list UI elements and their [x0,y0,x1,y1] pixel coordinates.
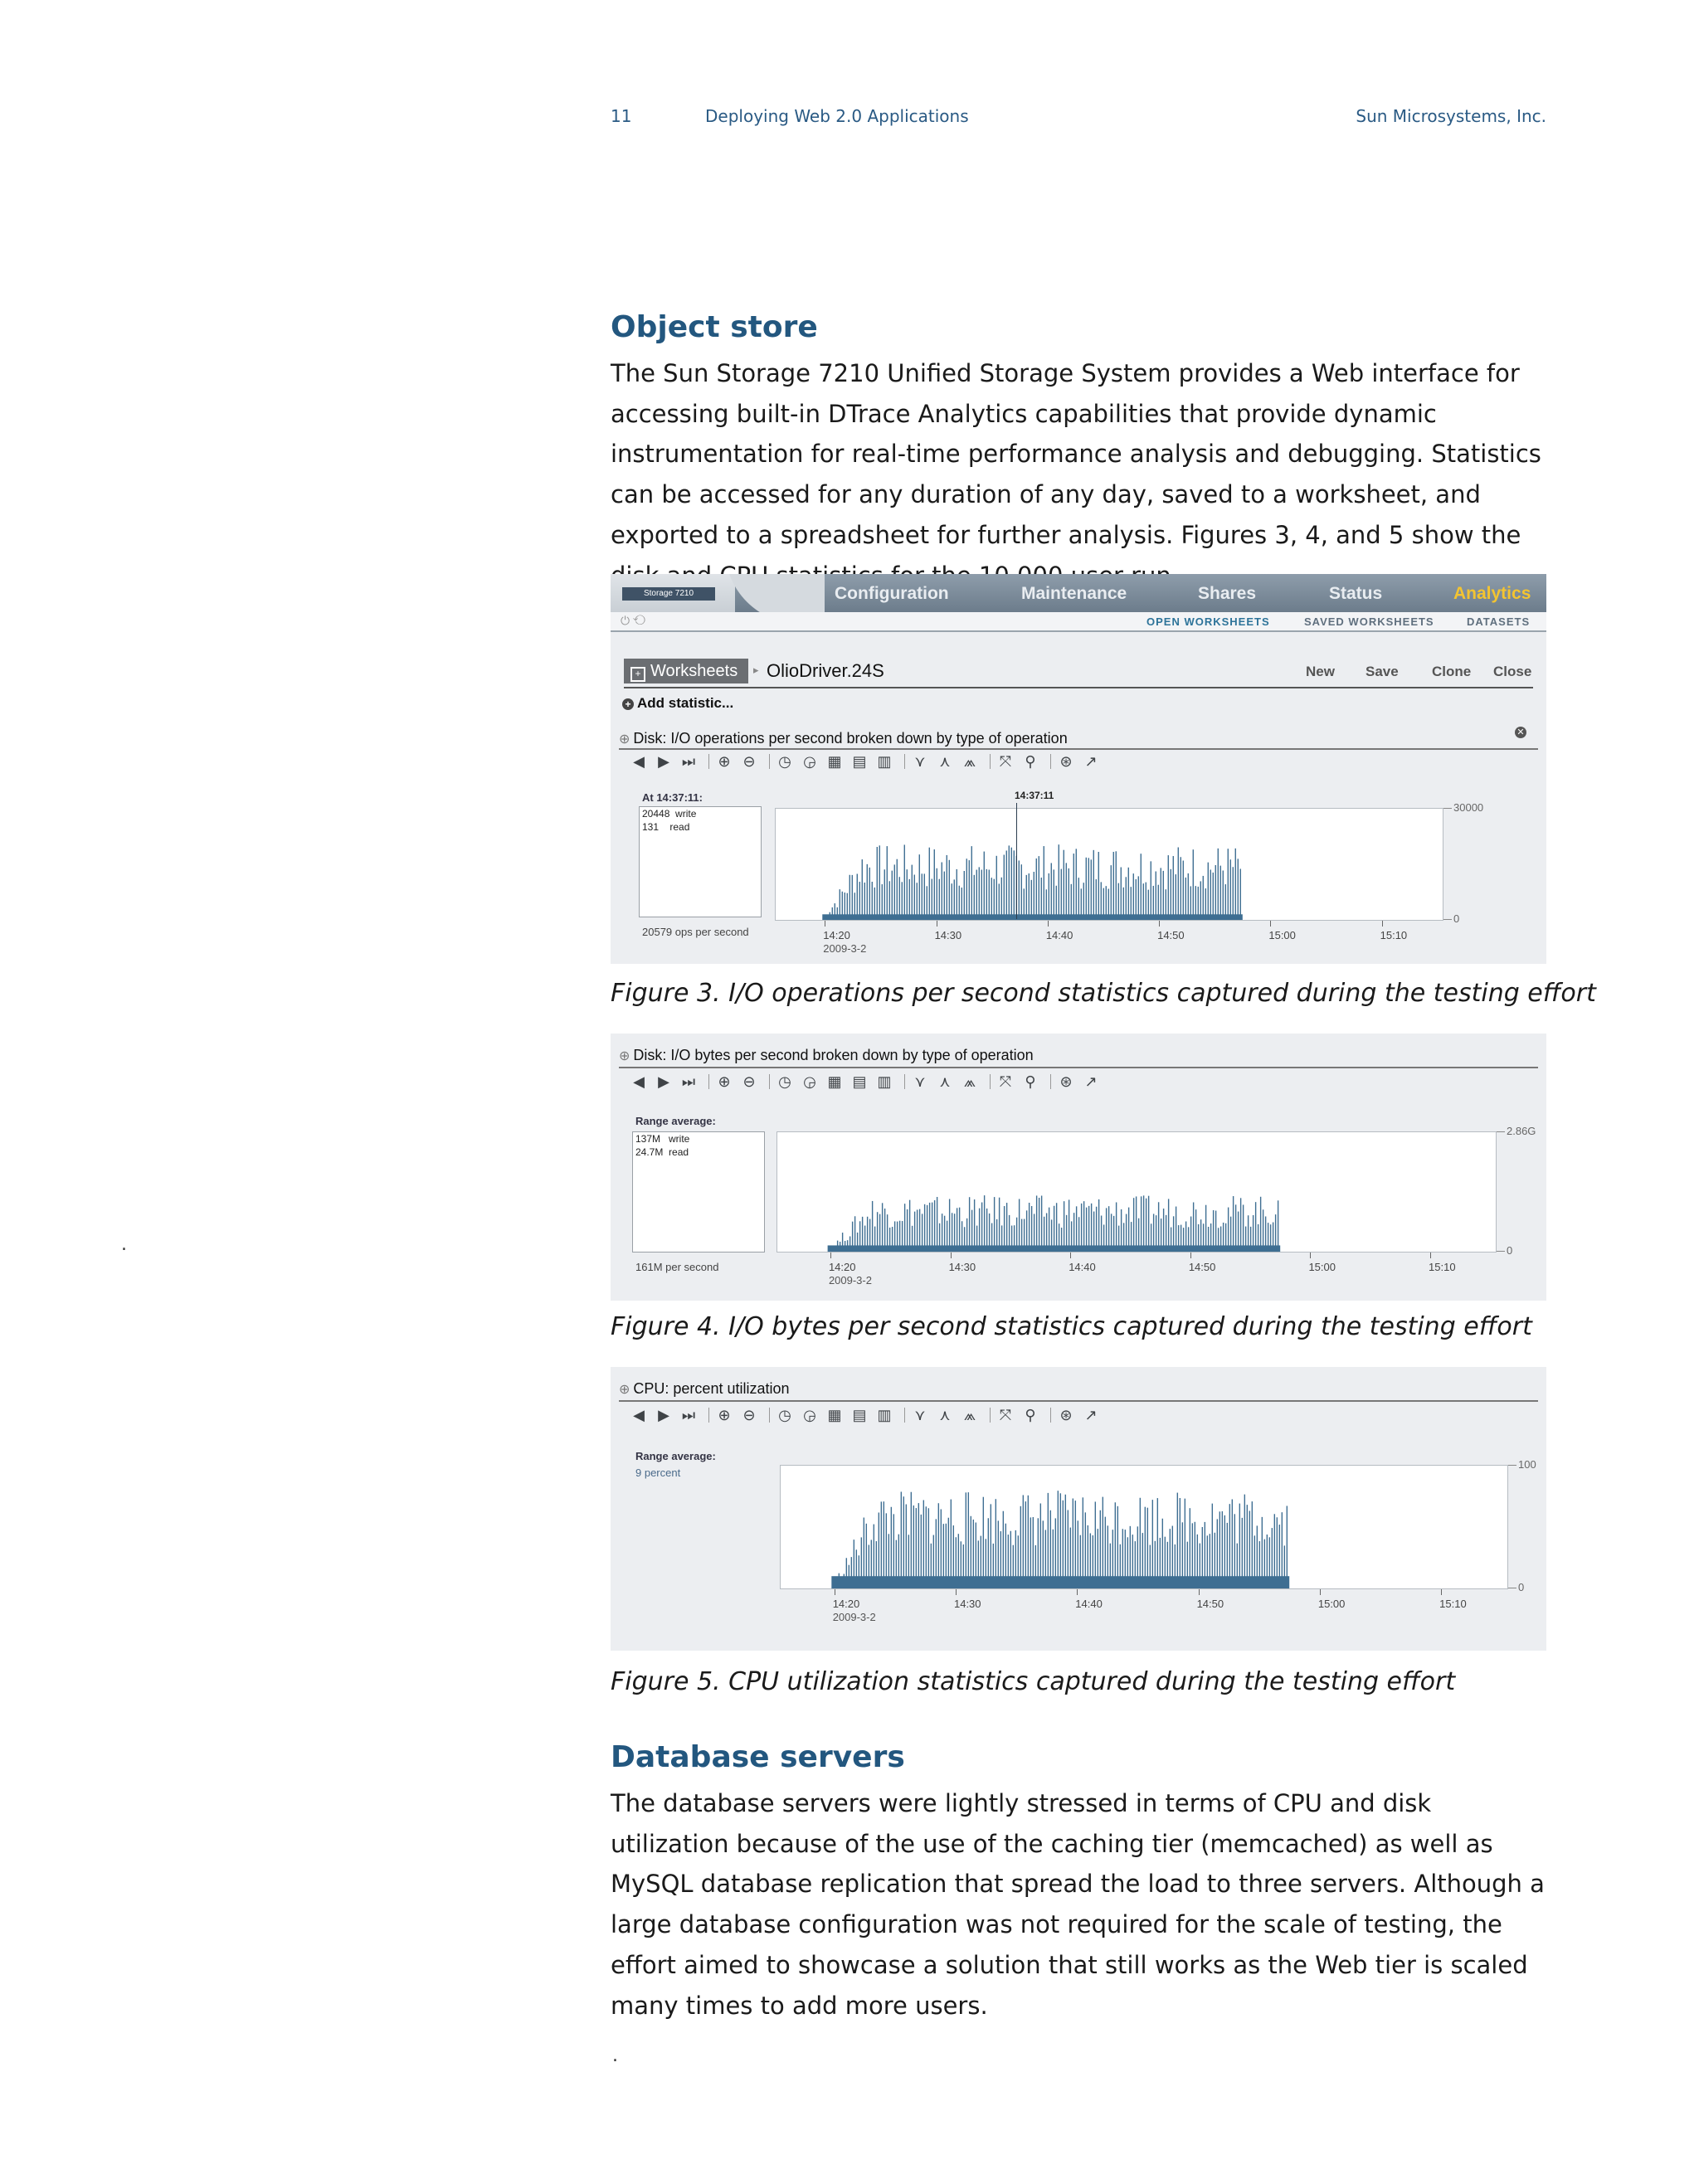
y-tick [1443,808,1452,809]
statistic-title [619,1380,790,1398]
statistic-title-text: Disk: I/O bytes per second broken down by type of operation [633,1047,1034,1063]
x-tick [1070,1253,1071,1258]
back-icon[interactable]: ◀ [633,1407,645,1423]
x-tick [1159,921,1160,927]
legend-item-write[interactable]: 20448 write [642,808,697,820]
y-tick [1443,919,1452,920]
section-heading-database-servers: Database servers [611,1740,905,1774]
legend-box [639,806,762,917]
calendar-month-icon[interactable]: ▥ [877,753,892,770]
x-tick [1310,1253,1311,1258]
document-title: Deploying Web 2.0 Applications [705,106,969,126]
chart-svg [781,1466,1507,1588]
statistic-toolbar [629,1407,1106,1428]
x-tick [1048,921,1049,927]
storage-badge: Storage 7210 [622,587,715,601]
chart-svg [776,809,1443,920]
statistic-divider [619,1400,1538,1402]
calendar-day-icon[interactable]: ▦ [827,753,842,770]
forward-icon[interactable]: ▶ [658,1407,669,1423]
show-min-icon[interactable]: ⋎ [914,1407,926,1423]
x-tick-label: 14:50 [1157,929,1185,941]
x-date-label: 2009-3-2 [828,1274,872,1287]
save-button[interactable]: Save [1366,664,1399,679]
toolbar-separator [990,1408,991,1423]
statistic-title-text: CPU: percent utilization [633,1380,790,1397]
clock-back-icon[interactable]: ◷ [778,1073,791,1090]
analytics-screenshot-fig5 [611,1367,1546,1651]
calendar-week-icon[interactable]: ▤ [852,1407,867,1423]
plot-area[interactable] [775,808,1443,921]
toolbar-separator [904,754,905,769]
legend-item-write[interactable]: 137M write [635,1133,690,1145]
statistic-toolbar [629,1073,1106,1095]
expander-icon[interactable]: ⊕ [619,1049,630,1063]
y-tick [1497,1131,1505,1132]
y-tick [1497,1251,1505,1252]
show-max-icon[interactable]: ⋏ [939,1073,951,1090]
clock-back-icon[interactable]: ◷ [778,753,791,770]
clock-forward-icon[interactable]: ◶ [803,753,816,770]
x-tick-label: 14:20 [823,929,850,941]
zoom-in-icon[interactable]: ⊕ [718,753,731,770]
x-tick-label: 15:10 [1429,1261,1456,1273]
time-cursor[interactable] [1016,803,1017,919]
show-max-icon[interactable]: ⋏ [939,753,951,770]
x-tick-label: 14:40 [1045,929,1073,941]
x-tick-label: 14:50 [1196,1598,1224,1610]
statistic-toolbar [629,753,1106,775]
x-tick-label: 14:30 [934,929,962,941]
calendar-week-icon[interactable]: ▤ [852,753,867,770]
toolbar-separator [904,1408,905,1423]
statistic-title [619,730,1068,747]
y-tick-label: 0 [1518,1581,1525,1593]
expand-icon: + [630,667,645,682]
forward-icon[interactable]: ▶ [658,753,669,770]
range-average-value: 9 percent [635,1467,681,1479]
add-statistic-button[interactable] [622,695,733,712]
y-tick-label: 100 [1518,1458,1536,1471]
legend-box [632,1131,765,1253]
toolbar-separator [1050,754,1051,769]
ui-subnav-bar [611,612,1546,632]
series-baseline [831,1576,1289,1588]
x-tick-label: 14:20 [832,1598,860,1610]
section-paragraph-database-servers: The database servers were lightly stressed in terms of CPU and disk utilization because of the use of the caching tier (memcached) as well as MySQL database replication that spread the load to three servers. Although a large database configuration was not required for the scale of testing, the effort aimed to showcase a solution that still works as the Web tier is scaled many times to add more users. [611,1789,1545,2020]
zoom-out-icon[interactable]: ⊖ [742,1407,756,1423]
analytics-screenshot-fig4 [611,1034,1546,1301]
x-tick-label: 14:50 [1188,1261,1216,1273]
close-button[interactable]: Close [1493,664,1532,679]
statistic-divider [619,1067,1538,1068]
show-both-icon[interactable]: ⩕ [963,753,976,770]
nav-tab-configuration[interactable]: Configuration [835,584,949,603]
toolbar-separator [904,1074,905,1089]
x-tick-label: 15:00 [1268,929,1296,941]
subnav-open-worksheets[interactable]: OPEN WORKSHEETS [1146,615,1270,628]
breadcrumb-arrow-icon: ▸ [753,664,759,676]
toolbar-separator [1050,1074,1051,1089]
y-tick-label: 0 [1507,1244,1513,1257]
drilldown-icon[interactable]: ⚲ [1025,1407,1036,1423]
x-tick [1441,1589,1442,1595]
x-date-label: 2009-3-2 [832,1611,876,1623]
calendar-day-icon[interactable]: ▦ [827,1407,842,1423]
calendar-day-icon[interactable]: ▦ [827,1073,842,1090]
zoom-in-icon[interactable]: ⊕ [718,1407,731,1423]
subnav-datasets[interactable]: DATASETS [1467,615,1531,628]
summary-footer: 161M per second [635,1261,719,1273]
figure-3-caption: Figure 3. I/O operations per second statistics captured during the testing effort [611,979,1596,1008]
statistic-title [619,1047,1034,1064]
calendar-month-icon[interactable]: ▥ [877,1073,892,1090]
readout-title: Range average: [635,1115,716,1127]
cursor-time-label: 14:37:11 [1014,790,1054,801]
x-tick-label: 14:30 [948,1261,976,1273]
toolbar-separator [708,1408,709,1423]
skip-end-icon[interactable]: ⏭ [681,753,696,770]
clone-button[interactable]: Clone [1432,664,1472,679]
x-tick-label: 15:10 [1439,1598,1467,1610]
add-statistic-label: Add statistic... [637,695,734,711]
zoom-out-icon[interactable]: ⊖ [742,1073,756,1090]
x-tick [1430,1253,1431,1258]
stray-mark: . [121,1234,127,1255]
x-tick [1320,1589,1321,1595]
ui-nav-bar [611,574,1546,612]
show-both-icon[interactable]: ⩕ [963,1073,976,1090]
x-tick [951,1253,952,1258]
readout-title: At 14:37:11: [642,791,703,804]
readout-title: Range average: [635,1450,716,1462]
color-icon[interactable]: ⊛ [1059,753,1073,770]
plot-area[interactable] [780,1465,1508,1589]
skip-end-icon[interactable]: ⏭ [681,1073,696,1090]
add-icon: + [622,698,634,710]
show-both-icon[interactable]: ⩕ [963,1407,976,1423]
x-tick [830,1253,831,1258]
toolbar-separator [990,754,991,769]
worksheet-row [624,659,1533,688]
toolbar-separator [708,1074,709,1089]
running-header [611,106,1546,134]
pause-icon[interactable]: ⤧ [999,753,1012,770]
toolbar-separator [1050,1408,1051,1423]
toolbar-separator [769,1408,770,1423]
x-tick-label: 14:20 [828,1261,856,1273]
expander-icon[interactable]: ⊕ [619,732,630,747]
export-icon[interactable]: ↗ [1084,1407,1098,1423]
clock-forward-icon[interactable]: ◶ [803,1073,816,1090]
zoom-in-icon[interactable]: ⊕ [718,1073,731,1090]
x-tick-label: 15:00 [1317,1598,1346,1610]
calendar-week-icon[interactable]: ▤ [852,1073,867,1090]
subnav-saved-worksheets[interactable]: SAVED WORKSHEETS [1304,615,1434,628]
clock-back-icon[interactable]: ◷ [778,1407,791,1423]
show-min-icon[interactable]: ⋎ [914,1073,926,1090]
x-tick-label: 14:40 [1075,1598,1103,1610]
zoom-out-icon[interactable]: ⊖ [742,753,756,770]
nav-tab-analytics[interactable]: Analytics [1453,584,1531,603]
toolbar-separator [769,1074,770,1089]
figure-5-caption: Figure 5. CPU utilization statistics captured during the testing effort [611,1667,1456,1696]
x-tick [1077,1589,1078,1595]
logo-area [611,574,735,612]
close-statistic-icon[interactable]: ✕ [1515,727,1526,738]
back-icon[interactable]: ◀ [633,753,645,770]
drilldown-icon[interactable]: ⚲ [1025,1073,1036,1090]
new-button[interactable]: New [1306,664,1335,679]
pause-icon[interactable]: ⤧ [999,1407,1012,1423]
y-tick-label: 2.86G [1507,1125,1536,1137]
analytics-screenshot-fig3 [611,574,1546,964]
export-icon[interactable]: ↗ [1084,753,1098,770]
toolbar-separator [769,754,770,769]
x-tick [1382,921,1383,927]
legend-item-read[interactable]: 24.7M read [635,1146,689,1158]
x-date-label: 2009-3-2 [823,942,867,955]
statistic-title-text: Disk: I/O operations per second broken down by type of operation [633,730,1068,747]
chart-svg [777,1132,1496,1252]
show-max-icon[interactable]: ⋏ [939,1407,951,1423]
back-icon[interactable]: ◀ [633,1073,645,1090]
y-tick [1508,1465,1516,1466]
section-paragraph-object-store: The Sun Storage 7210 Unified Storage System provides a Web interface for accessing built-in DTrace Analytics capabilities that provide dynamic instrumentation for real-time performance analysis and debugging. Statistics can be accessed for any duration of any day, saved to a worksheet, and exported to a spreadsheet for further analysis. Figures 3, 4, and 5 show the [611,359,1541,549]
toolbar-separator [708,754,709,769]
x-tick-label: 14:40 [1069,1261,1096,1273]
power-refresh-icon[interactable]: ⏻ ⟲ [621,614,645,627]
calendar-month-icon[interactable]: ▥ [877,1407,892,1423]
section-heading-object-store: Object store [611,310,818,344]
toolbar-separator [990,1074,991,1089]
page-number: 11 [611,106,632,126]
expander-icon[interactable]: ⊕ [619,1383,630,1397]
figure-4-caption: Figure 4. I/O bytes per second statistics captured during the testing effort [611,1312,1532,1341]
worksheets-label: Worksheets [650,662,738,680]
plot-area[interactable] [776,1131,1497,1253]
summary-footer: 20579 ops per second [642,926,749,938]
color-icon[interactable]: ⊛ [1059,1407,1073,1423]
y-tick-label: 30000 [1453,801,1484,814]
x-tick [956,1589,957,1595]
x-tick-label: 15:10 [1380,929,1408,941]
x-tick [1270,921,1271,927]
stray-mark: . [612,2045,618,2066]
color-icon[interactable]: ⊛ [1059,1073,1073,1090]
forward-icon[interactable]: ▶ [658,1073,669,1090]
nav-tab-maintenance[interactable]: Maintenance [1021,584,1127,603]
export-icon[interactable]: ↗ [1084,1073,1098,1090]
series-baseline [828,1245,1281,1252]
statistic-divider [619,748,1538,750]
legend-item-read[interactable]: 131 read [642,821,690,833]
skip-end-icon[interactable]: ⏭ [681,1407,696,1423]
worksheets-button[interactable] [624,659,748,683]
y-tick-label: 0 [1453,912,1460,925]
drilldown-icon[interactable]: ⚲ [1025,753,1036,770]
show-min-icon[interactable]: ⋎ [914,753,926,770]
worksheet-name[interactable]: OlioDriver.24S [767,660,884,681]
x-tick [1199,1589,1200,1595]
x-tick-label: 14:30 [953,1598,981,1610]
clock-forward-icon[interactable]: ◶ [803,1407,816,1423]
nav-tab-status[interactable]: Status [1329,584,1383,603]
nav-tab-shares[interactable]: Shares [1198,584,1257,603]
company-name: Sun Microsystems, Inc. [1356,106,1546,126]
series-baseline [822,914,1243,920]
pause-icon[interactable]: ⤧ [999,1073,1012,1090]
x-tick [1190,1253,1191,1258]
x-tick-label: 15:00 [1308,1261,1336,1273]
